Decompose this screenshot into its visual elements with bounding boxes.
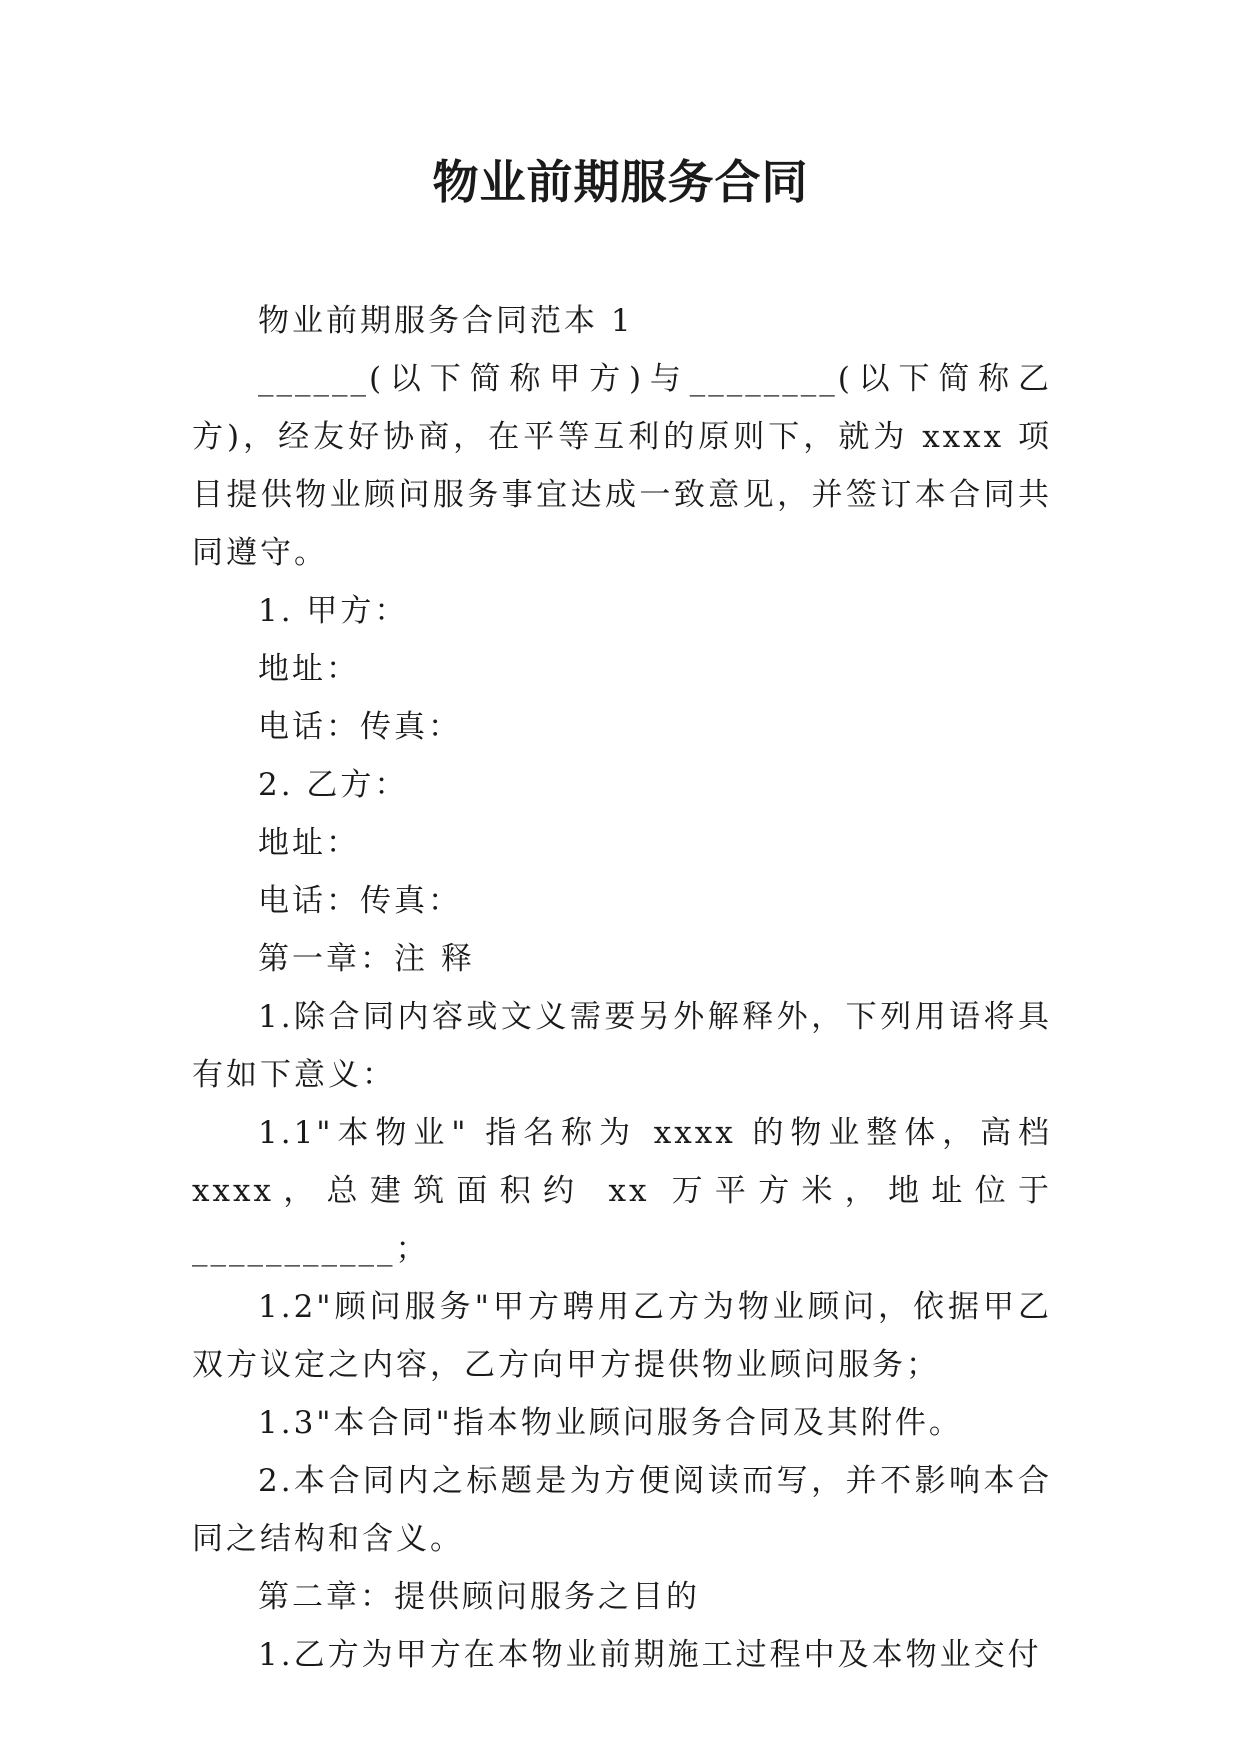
chapter-2-clause-1: 1.乙方为甲方在本物业前期施工过程中及本物业交付 — [258, 1637, 1042, 1673]
party-b-label: 2. 乙方： — [258, 767, 409, 803]
clause-2: 2.本合同内之标题是为方便阅读而写，并不影响本合同之结构和含义。 — [192, 1463, 1052, 1557]
document-title: 物业前期服务合同 — [432, 155, 809, 209]
clause-1-1: 1.1"本物业" 指名称为 xxxx 的物业整体，高档 xxxx，总建筑面积约 xx 万平方米，地址位于___________； — [192, 1115, 1052, 1267]
template-heading: 物业前期服务合同范本 1 — [258, 303, 634, 339]
party-a-address: 地址： — [258, 651, 360, 687]
preamble-paragraph: ______(以下简称甲方)与________(以下简称乙方)，经友好协商，在平等互利的原则下，就为 xxxx 项目提供物业顾问服务事宜达成一致意见，并签订本合同共同遵守。 — [192, 361, 1052, 571]
clause-1: 1.除合同内容或文义需要另外解释外，下列用语将具有如下意义： — [192, 999, 1052, 1093]
clause-1-3: 1.3"本合同"指本物业顾问服务合同及其附件。 — [258, 1405, 963, 1441]
party-a-phone-fax: 电话：传真： — [258, 709, 462, 745]
party-a-label: 1. 甲方： — [258, 593, 409, 629]
clause-1-2: 1.2"顾问服务"甲方聘用乙方为物业顾问，依据甲乙双方议定之内容，乙方向甲方提供物业顾问服务； — [192, 1289, 1052, 1383]
chapter-1-heading: 第一章：注 释 — [258, 941, 475, 977]
party-b-address: 地址： — [258, 825, 360, 861]
party-b-phone-fax: 电话：传真： — [258, 883, 462, 919]
chapter-2-heading: 第二章：提供顾问服务之目的 — [258, 1579, 700, 1615]
document-body — [192, 292, 1052, 1684]
